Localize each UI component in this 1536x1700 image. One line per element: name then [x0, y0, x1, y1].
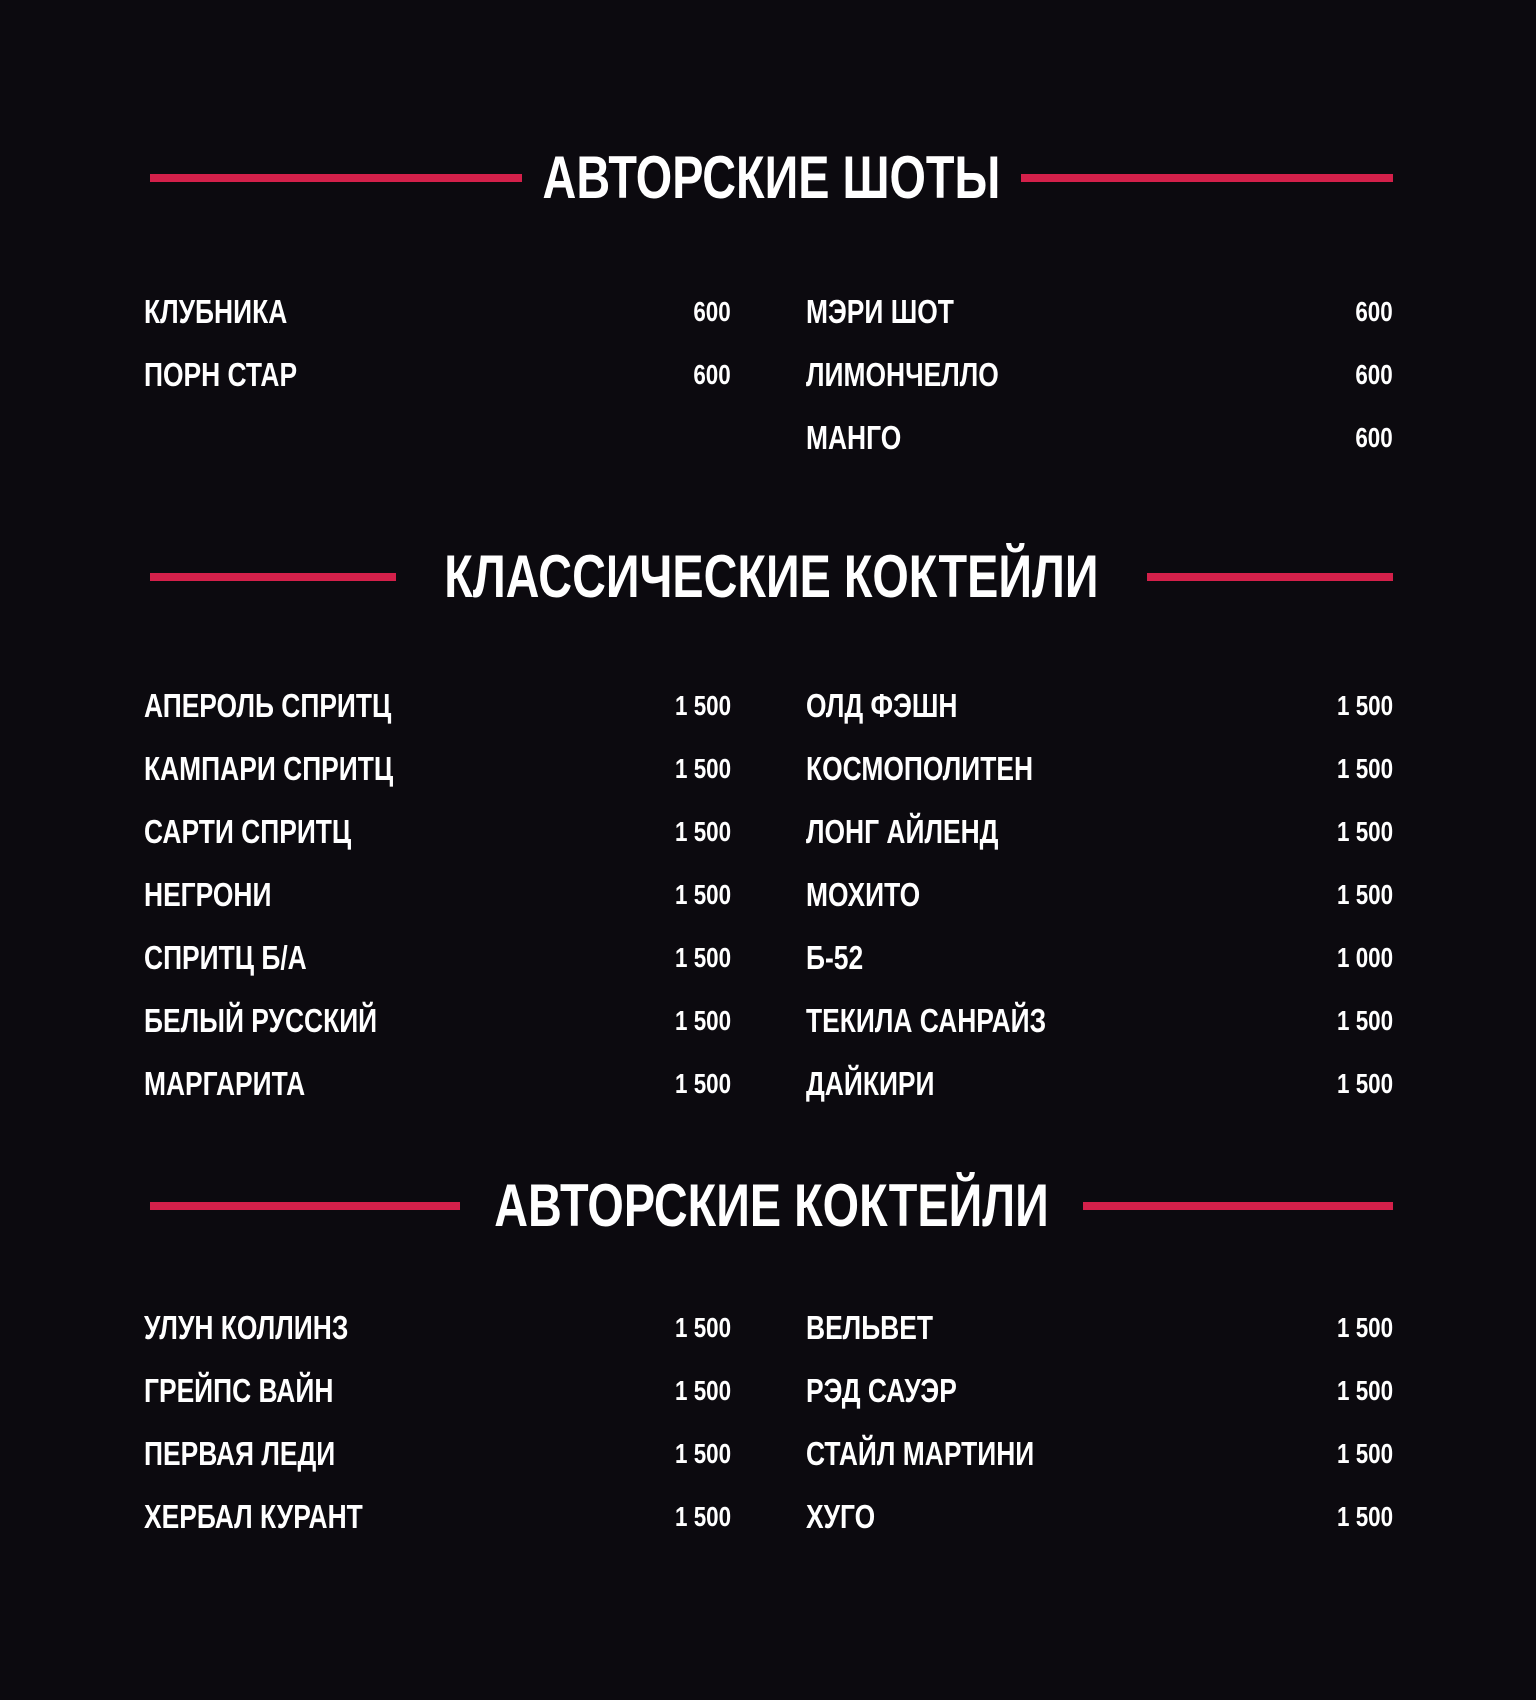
item-price: 1 500 — [674, 941, 731, 973]
accent-rule-left — [150, 1202, 460, 1210]
menu-item — [144, 280, 731, 343]
left-column — [144, 1296, 731, 1548]
item-price: 1 500 — [674, 752, 731, 784]
item-price: 1 500 — [1336, 752, 1393, 784]
item-price: 1 500 — [1336, 689, 1393, 721]
item-price: 1 500 — [674, 1004, 731, 1036]
item-name: ТЕКИЛА САНРАЙЗ — [806, 1001, 1047, 1039]
section-title: АВТОРСКИЕ КОКТЕЙЛИ — [494, 1172, 1049, 1239]
item-name: САРТИ СПРИТЦ — [144, 812, 352, 850]
item-name: ЛИМОНЧЕЛЛО — [806, 355, 999, 393]
section-header — [150, 138, 1393, 218]
right-column — [806, 280, 1393, 469]
menu-item — [806, 989, 1393, 1052]
item-name: ДАЙКИРИ — [806, 1064, 935, 1102]
right-column — [806, 1296, 1393, 1548]
item-price: 1 500 — [674, 878, 731, 910]
item-price: 1 500 — [1336, 1437, 1393, 1469]
item-name: МЭРИ ШОТ — [806, 292, 954, 330]
item-price: 600 — [1355, 421, 1393, 453]
accent-rule-right — [1021, 174, 1393, 182]
menu-item — [806, 1485, 1393, 1548]
item-price: 1 500 — [674, 1067, 731, 1099]
item-price: 1 500 — [1336, 1374, 1393, 1406]
item-price: 1 500 — [674, 1437, 731, 1469]
item-name: ХУГО — [806, 1497, 876, 1535]
section-author-cocktails — [144, 1166, 1393, 1535]
menu-item — [806, 800, 1393, 863]
menu-item — [144, 926, 731, 989]
item-name: МОХИТО — [806, 875, 921, 913]
right-column — [806, 674, 1393, 1115]
item-name: ЛОНГ АЙЛЕНД — [806, 812, 999, 850]
item-price: 1 500 — [674, 1311, 731, 1343]
item-price: 1 500 — [674, 689, 731, 721]
accent-rule-left — [150, 573, 396, 581]
item-name: КОСМОПОЛИТЕН — [806, 749, 1034, 787]
item-columns — [144, 674, 1393, 1115]
item-price: 1 500 — [1336, 1004, 1393, 1036]
menu-item — [806, 280, 1393, 343]
menu-item — [144, 800, 731, 863]
menu-item — [806, 406, 1393, 469]
item-name: МАНГО — [806, 418, 902, 456]
item-name: КАМПАРИ СПРИТЦ — [144, 749, 394, 787]
item-columns — [144, 1296, 1393, 1548]
item-name: ВЕЛЬВЕТ — [806, 1308, 933, 1346]
item-name: АПЕРОЛЬ СПРИТЦ — [144, 686, 392, 724]
item-price: 1 500 — [674, 1500, 731, 1532]
item-name: РЭД САУЭР — [806, 1371, 957, 1409]
item-price: 600 — [1355, 295, 1393, 327]
item-price: 1 500 — [1336, 878, 1393, 910]
menu-item — [144, 989, 731, 1052]
menu-item — [806, 674, 1393, 737]
menu-item — [806, 343, 1393, 406]
item-price: 1 500 — [1336, 1500, 1393, 1532]
menu-item — [806, 737, 1393, 800]
item-name: МАРГАРИТА — [144, 1064, 306, 1102]
item-price: 600 — [693, 295, 731, 327]
menu-item — [806, 1052, 1393, 1115]
item-price: 600 — [693, 358, 731, 390]
item-name: ОЛД ФЭШН — [806, 686, 958, 724]
section-author-shots — [144, 138, 1393, 456]
accent-rule-left — [150, 174, 522, 182]
menu-item — [806, 1359, 1393, 1422]
menu-item — [144, 737, 731, 800]
menu-item — [144, 1485, 731, 1548]
menu-item — [144, 1422, 731, 1485]
item-price: 1 500 — [1336, 1067, 1393, 1099]
menu-item — [806, 1296, 1393, 1359]
menu-item — [144, 1359, 731, 1422]
menu-item — [806, 1422, 1393, 1485]
accent-rule-right — [1147, 573, 1393, 581]
menu-item — [144, 1052, 731, 1115]
item-price: 1 000 — [1336, 941, 1393, 973]
item-price: 600 — [1355, 358, 1393, 390]
section-header — [150, 537, 1393, 617]
left-column — [144, 674, 731, 1115]
item-name: УЛУН КОЛЛИНЗ — [144, 1308, 349, 1346]
section-title: КЛАССИЧЕСКИЕ КОКТЕЙЛИ — [444, 543, 1099, 610]
item-name: СТАЙЛ МАРТИНИ — [806, 1434, 1035, 1472]
item-name: ПЕРВАЯ ЛЕДИ — [144, 1434, 336, 1472]
item-price: 1 500 — [674, 815, 731, 847]
item-price: 1 500 — [674, 1374, 731, 1406]
left-column — [144, 280, 731, 469]
item-name: БЕЛЫЙ РУССКИЙ — [144, 1001, 378, 1039]
item-name: ГРЕЙПС ВАЙН — [144, 1371, 334, 1409]
item-price: 1 500 — [1336, 1311, 1393, 1343]
item-name: КЛУБНИКА — [144, 292, 288, 330]
menu-item — [806, 926, 1393, 989]
section-classic-cocktails — [144, 537, 1393, 1102]
section-header — [150, 1166, 1393, 1246]
menu-item — [144, 863, 731, 926]
item-name: СПРИТЦ Б/А — [144, 938, 307, 976]
menu-item — [144, 674, 731, 737]
item-name: ХЕРБАЛ КУРАНТ — [144, 1497, 363, 1535]
menu-item — [144, 1296, 731, 1359]
item-price: 1 500 — [1336, 815, 1393, 847]
section-title: АВТОРСКИЕ ШОТЫ — [542, 144, 1001, 211]
menu-item — [806, 863, 1393, 926]
item-columns — [144, 280, 1393, 469]
item-name: ПОРН СТАР — [144, 355, 298, 393]
accent-rule-right — [1083, 1202, 1393, 1210]
item-name: НЕГРОНИ — [144, 875, 272, 913]
menu-item — [144, 343, 731, 406]
item-name: Б-52 — [806, 938, 864, 976]
